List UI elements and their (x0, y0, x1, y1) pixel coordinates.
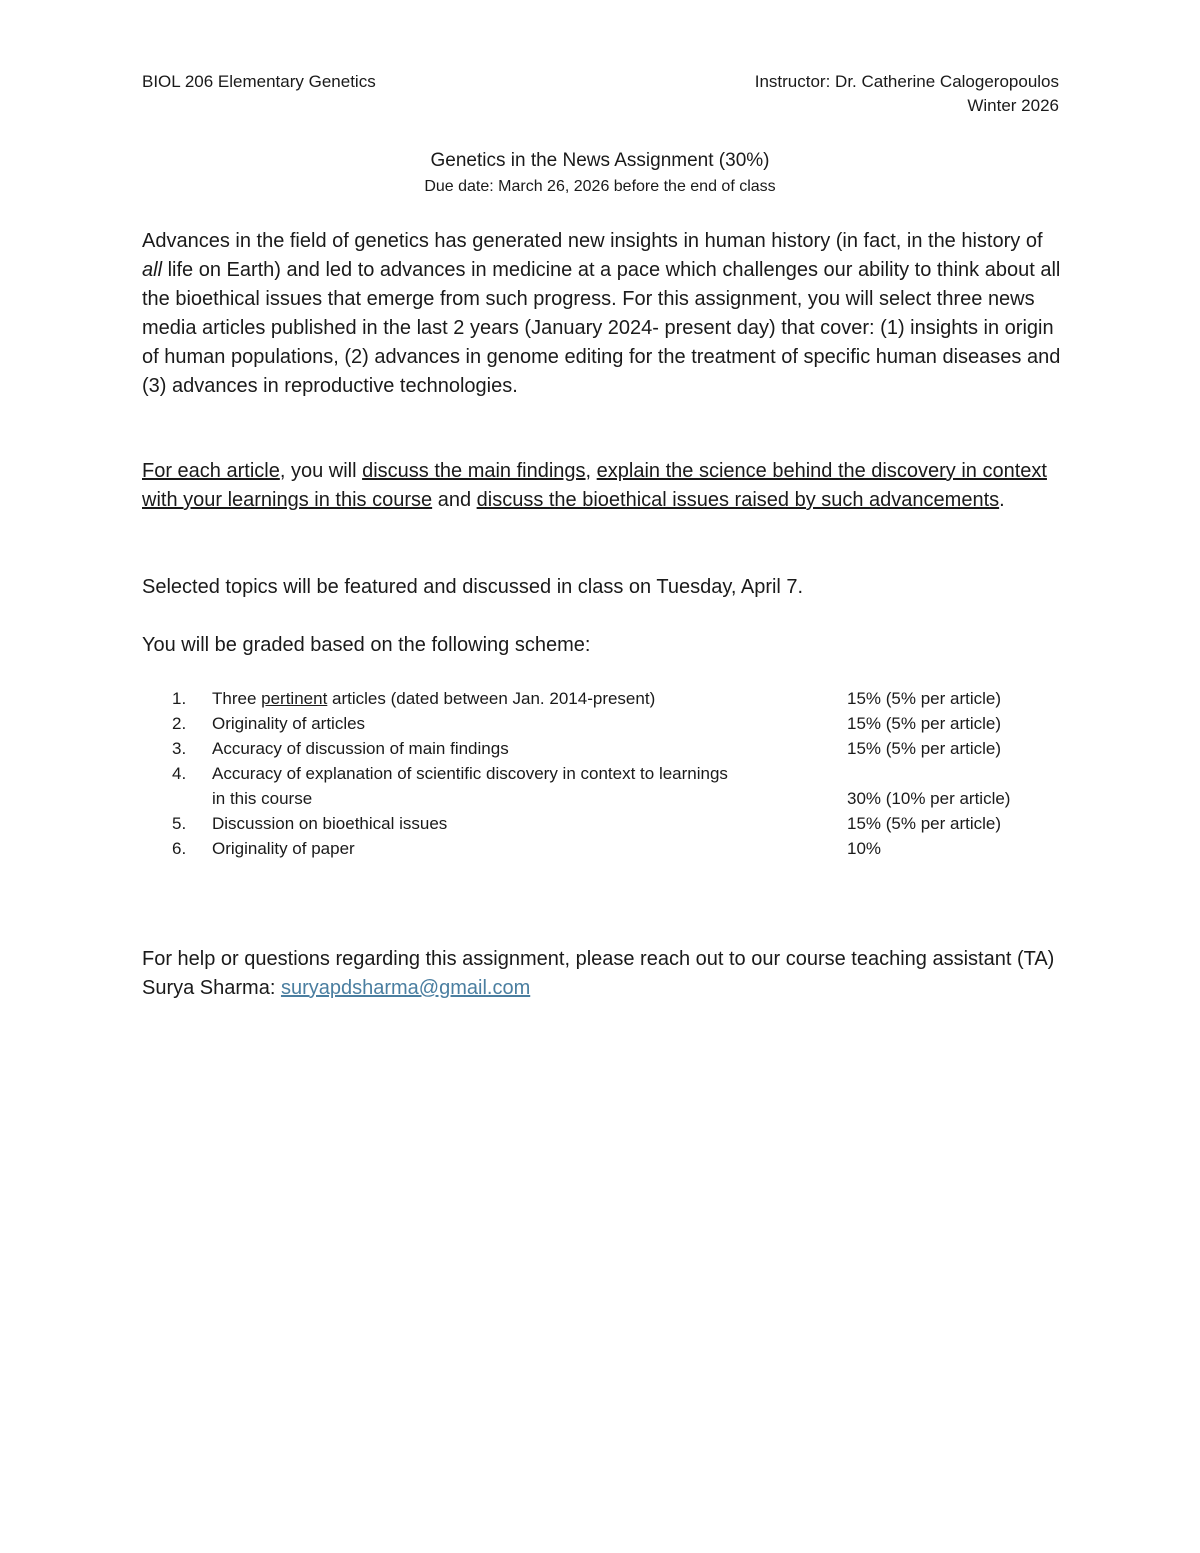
grading-item (172, 761, 1062, 811)
item-text-pre: Three (212, 689, 262, 708)
item-text-line-2: in this course (212, 789, 313, 808)
item-number: 1. (172, 689, 187, 708)
item-weight: 15% (5% per article) (847, 714, 1002, 733)
item-description (212, 686, 847, 711)
grading-item (172, 836, 1062, 861)
item-weight: 30% (10% per article) (847, 789, 1011, 808)
course-title: BIOL 206 Elementary Genetics (142, 72, 376, 91)
instruction-text-3: and (432, 489, 477, 511)
item-description: Originality of articles (212, 714, 366, 733)
due-date: Due date: March 26, 2026 before the end of class (424, 178, 776, 195)
item-description: Originality of paper (212, 839, 355, 858)
grading-scheme (172, 686, 1062, 861)
class-note: Selected topics will be featured and discussed in class on Tuesday, April 7. (142, 576, 804, 598)
item-weight: 15% (5% per article) (847, 814, 1002, 833)
grading-item (172, 686, 1062, 711)
item-number: 2. (172, 714, 187, 733)
item-weight: 10% (847, 839, 882, 858)
item-text-post: articles (dated between Jan. 2014-present) (327, 689, 656, 708)
instruction-text-2: , (585, 460, 597, 482)
item-weight: 15% (5% per article) (847, 739, 1002, 758)
grading-item (172, 736, 1062, 761)
instruction-underlined-1: For each article (142, 460, 280, 482)
instruction-underlined-4: discuss the bioethical issues raised by such advancements (476, 489, 1000, 511)
item-description (212, 761, 847, 811)
header-right (755, 70, 1059, 118)
item-text-line-1: Accuracy of explanation of scientific discovery in context to learnings (212, 764, 728, 783)
ta-email-link[interactable]: suryapdsharma@gmail.com (280, 977, 531, 999)
instruction-text-1: , you will (279, 460, 363, 482)
intro-emphasis: all (142, 259, 163, 281)
grading-intro: You will be graded based on the following scheme: (142, 634, 591, 656)
instructor-name: Instructor: Dr. Catherine Calogeropoulos (754, 72, 1059, 91)
instructions-paragraph (142, 457, 1062, 515)
intro-paragraph (142, 227, 1062, 401)
grading-item (172, 811, 1062, 836)
intro-text-2: life on Earth) and led to advances in medicine at a pace which challenges our ability to think about all the bioethical issues that emerge from such progress. For this assignment, you will select three news media articles published in the last 2 years (January 2024- present day) that cover: (1) insights in origin of human populations, (2) advances in genome editing for the treatment of specific human diseases and (3) advances in reproductive technologies. (142, 259, 1061, 397)
item-number: 3. (172, 739, 187, 758)
instruction-underlined-2: discuss the main findings (362, 460, 586, 482)
item-weight: 15% (5% per article) (847, 689, 1002, 708)
help-text: For help or questions regarding this assignment, please reach out to our course teaching assistant (TA) Surya Sharma: (142, 948, 1055, 999)
assignment-title: Genetics in the News Assignment (30%) (430, 150, 770, 171)
item-number: 4. (172, 764, 187, 783)
instruction-underlined-3: explain the science behind the discovery in context with your learnings in this course (142, 460, 1047, 511)
item-description: Discussion on bioethical issues (212, 814, 448, 833)
intro-text-1: Advances in the field of genetics has generated new insights in human history (in fact, in the history of (142, 230, 1043, 252)
grading-item (172, 711, 1062, 736)
item-number: 6. (172, 839, 187, 858)
item-text-underlined: pertinent (261, 689, 328, 708)
instruction-text-4: . (999, 489, 1005, 511)
help-paragraph (142, 945, 1062, 1003)
item-description: Accuracy of discussion of main findings (212, 739, 509, 758)
item-number: 5. (172, 814, 187, 833)
term: Winter 2026 (967, 96, 1059, 115)
